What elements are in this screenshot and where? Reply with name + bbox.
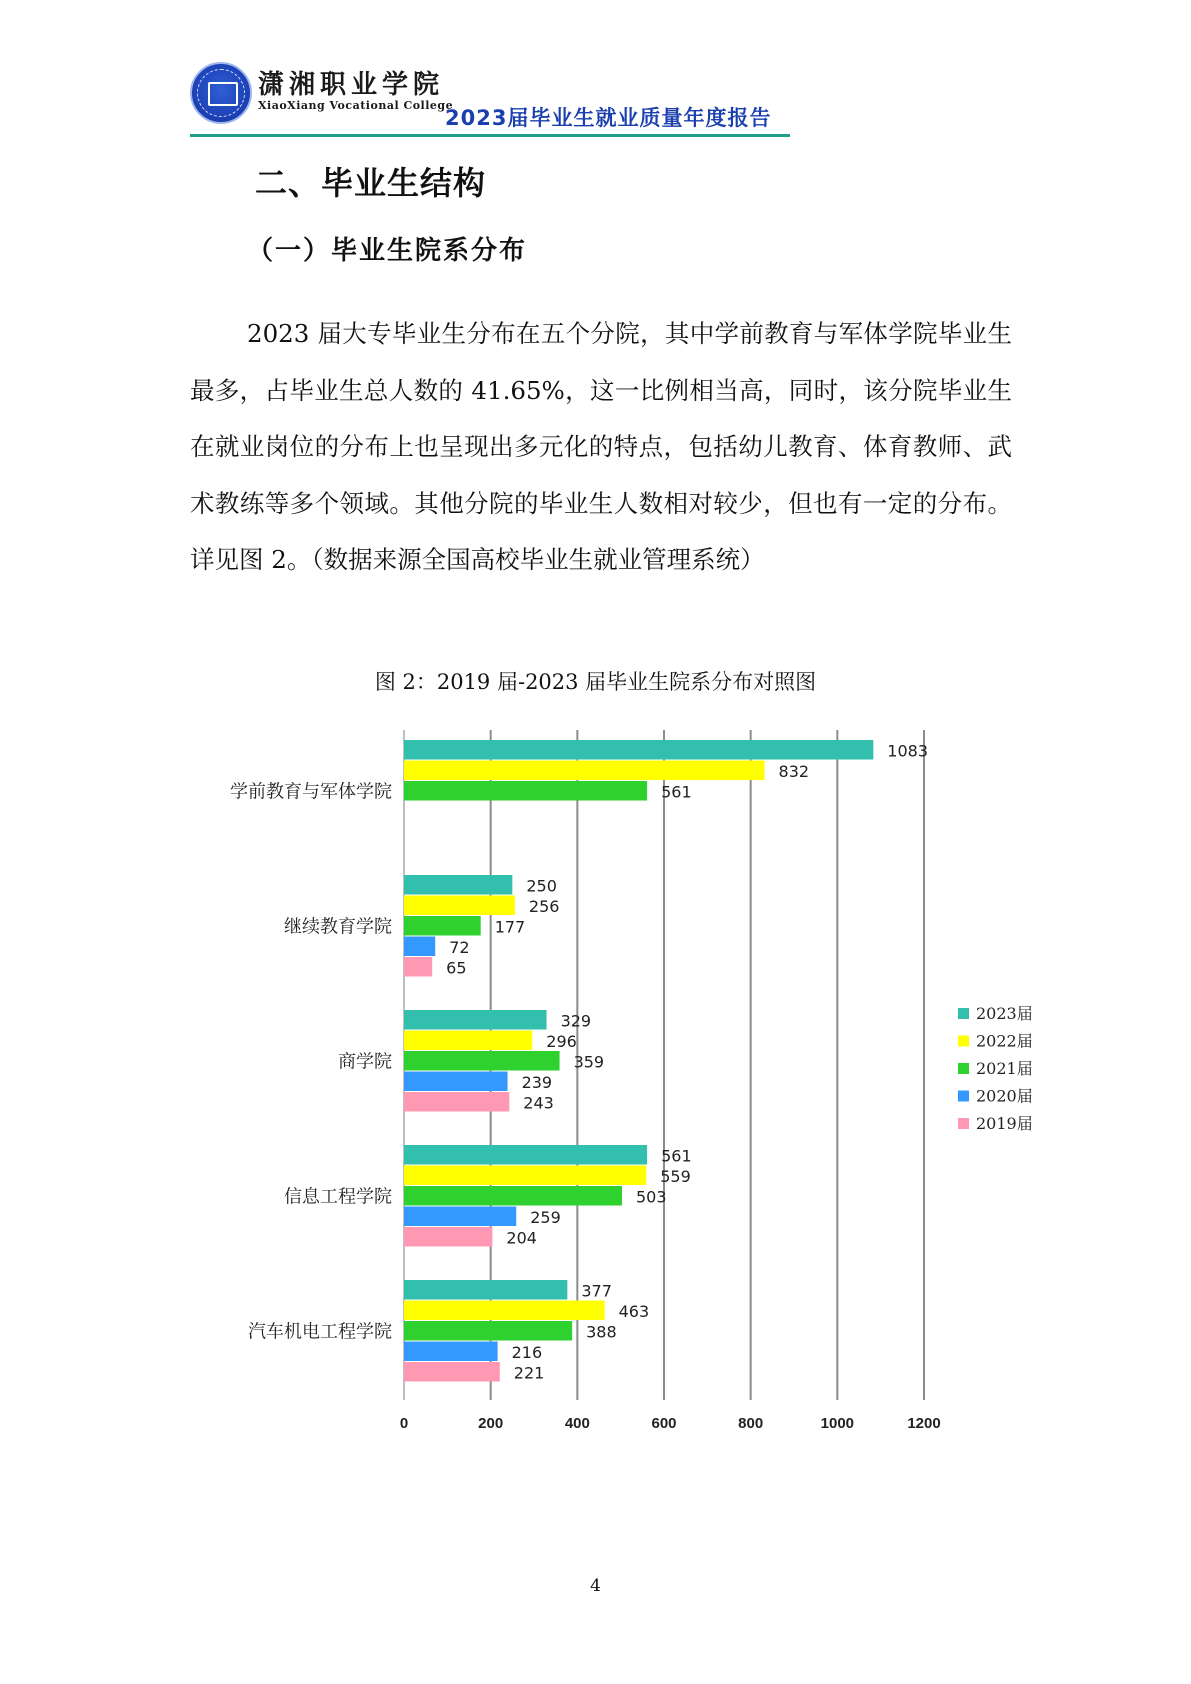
bar [404, 875, 512, 895]
bar [404, 761, 765, 781]
bar [404, 916, 481, 936]
bar [404, 1145, 647, 1165]
page-number: 4 [590, 1576, 601, 1596]
data-label: 177 [494, 917, 526, 937]
bar [404, 1227, 492, 1247]
x-tick-label: 600 [651, 1415, 677, 1432]
data-label: 204 [506, 1228, 537, 1248]
x-tick-label: 1200 [907, 1415, 941, 1432]
x-tick-label: 800 [738, 1415, 764, 1432]
data-label: 561 [661, 1146, 692, 1166]
data-label: 561 [661, 782, 692, 802]
bar [404, 896, 515, 916]
subsection-heading: （一）毕业生院系分布 [247, 236, 528, 266]
x-tick-label: 200 [478, 1415, 504, 1432]
section-heading: 二、毕业生结构 [255, 164, 487, 202]
data-label: 250 [526, 876, 557, 896]
bar [404, 1031, 532, 1051]
legend-label: 2023届 [976, 1004, 1033, 1023]
data-label: 296 [546, 1032, 577, 1051]
bar [404, 1092, 509, 1112]
report-title: 2023届毕业生就业质量年度报告 [445, 106, 772, 130]
data-label: 388 [586, 1322, 617, 1342]
data-label: 72 [449, 938, 470, 957]
legend-swatch [958, 1036, 969, 1047]
bar [404, 1301, 605, 1321]
legend-label: 2019届 [976, 1114, 1033, 1133]
legend-swatch [958, 1063, 969, 1074]
data-label: 559 [660, 1167, 691, 1186]
header-divider [190, 134, 790, 137]
data-label: 377 [581, 1281, 612, 1301]
data-label: 221 [513, 1363, 545, 1383]
logo-emblem [208, 82, 238, 106]
bar [404, 1362, 500, 1382]
legend-label: 2021届 [976, 1059, 1033, 1078]
x-tick-label: 0 [399, 1415, 409, 1432]
data-label: 259 [530, 1208, 561, 1227]
category-label: 商学院 [338, 1051, 392, 1073]
bar [404, 1280, 567, 1300]
college-logo-icon [190, 62, 252, 124]
page-header [190, 62, 790, 142]
legend-swatch [958, 1091, 969, 1102]
data-label: 239 [521, 1073, 553, 1092]
bar [404, 937, 435, 957]
bar [404, 1207, 516, 1227]
college-name-cn: 潇湘职业学院 [258, 70, 445, 100]
data-label: 65 [446, 958, 467, 978]
data-label: 359 [573, 1052, 605, 1072]
x-tick-label: 400 [564, 1415, 590, 1432]
bar [404, 1051, 560, 1071]
bar [404, 1166, 646, 1186]
data-label: 832 [778, 762, 810, 781]
bar [404, 781, 647, 801]
bar [404, 740, 873, 760]
legend-label: 2020届 [976, 1086, 1033, 1106]
data-label: 1083 [887, 741, 929, 761]
bar [404, 1321, 572, 1341]
data-label: 463 [618, 1302, 650, 1321]
body-paragraph: 2023 届大专毕业生分布在五个分院，其中学前教育与军体学院毕业生最多，占毕业生总人数的 41.65%，这一比例相当高，同时，该分院毕业生在就业岗位的分布上也呈现出多元化的特点，包括幼儿教育、体育教师、武术教练等多个领域。其他分院的毕业生人数相对较少，但也有一定的分布。详见图 2。（数据来源全国高校毕业生就业管理系统） [190, 319, 1012, 574]
data-label: 216 [511, 1343, 543, 1362]
bar [404, 1342, 498, 1362]
bar [404, 1186, 622, 1206]
data-label: 243 [523, 1093, 554, 1113]
data-label: 329 [560, 1011, 592, 1031]
bar [404, 1010, 547, 1030]
bar [404, 957, 432, 977]
data-label: 256 [528, 897, 560, 916]
category-label: 汽车机电工程学院 [248, 1321, 392, 1343]
category-label: 学前教育与军体学院 [230, 781, 392, 803]
college-name-en: XiaoXiang Vocational College [258, 99, 454, 112]
legend-swatch [958, 1008, 969, 1019]
figure-caption: 图 2：2019 届-2023 届毕业生院系分布对照图 [374, 670, 817, 694]
bar [404, 1072, 508, 1092]
x-tick-label: 1000 [820, 1415, 855, 1432]
category-label: 信息工程学院 [284, 1186, 392, 1208]
department-distribution-chart [0, 700, 1191, 1460]
legend-swatch [958, 1118, 969, 1129]
data-label: 503 [635, 1187, 667, 1207]
legend-label: 2022届 [976, 1031, 1033, 1051]
category-label: 继续教育学院 [284, 916, 392, 938]
chart-svg [0, 700, 1191, 1460]
